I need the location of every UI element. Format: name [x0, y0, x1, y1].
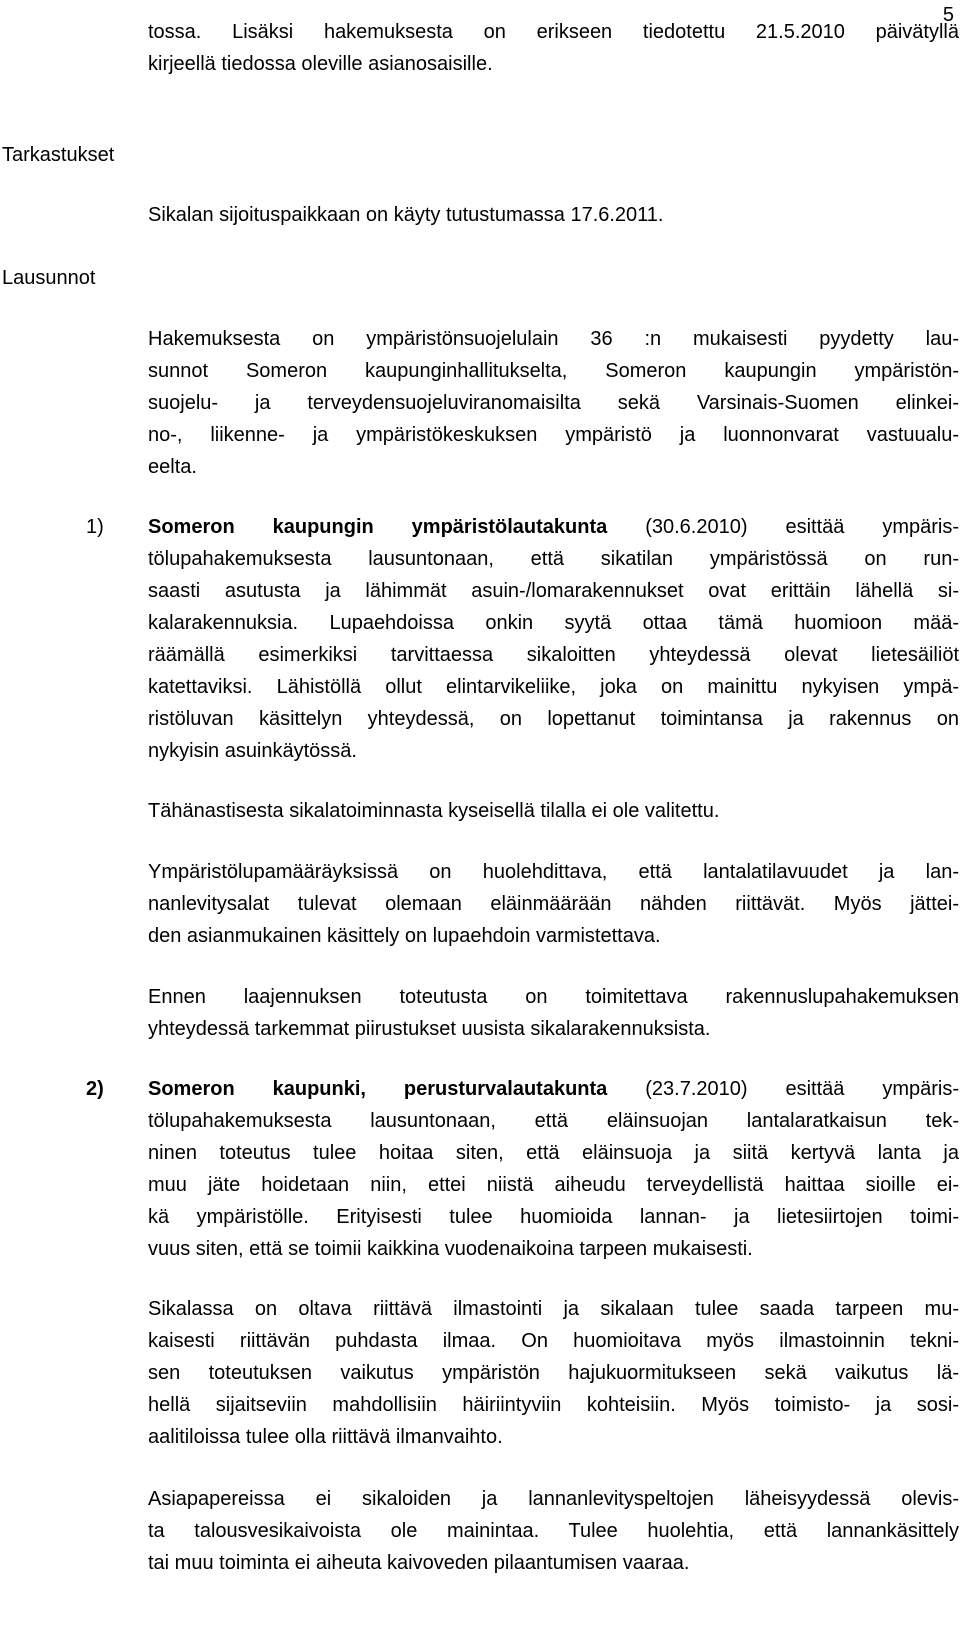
- item2-paragraph-2-line: kaisesti riittävän puhdasta ilmaa. On huomioitava myös ilmastoinnin tekni-: [148, 1330, 959, 1352]
- item2-paragraph-2-line: Sikalassa on oltava riittävä ilmastointi ja sikalaan tulee saada tarpeen mu-: [148, 1298, 959, 1320]
- item2-paragraph-3-line: tai muu toiminta ei aiheuta kaivoveden pilaantumisen vaaraa.: [148, 1552, 690, 1574]
- item1-paragraph-3-line: nanlevitysalat tulevat olemaan eläinmäärään nähden riittävät. Myös jättei-: [148, 893, 959, 915]
- item2-paragraph-2-line: aalitiloissa tulee olla riittävä ilmanvaihto.: [148, 1426, 503, 1448]
- item1-title: Someron kaupungin ympäristölautakunta: [148, 516, 608, 538]
- item1-line: tölupahakemuksesta lausuntonaan, että sikatilan ympäristössä on run-: [148, 548, 959, 570]
- item1-first-line-rest: (30.6.2010) esittää ympäris-: [607, 516, 959, 538]
- section-heading-tarkastukset: Tarkastukset: [2, 144, 115, 166]
- item2-paragraph-2-line: sen toteutuksen vaikutus ympäristön hajukuormitukseen sekä vaikutus lä-: [148, 1362, 959, 1384]
- lausunnot-intro-line: suojelu- ja terveydensuojeluviranomaisilta sekä Varsinais-Suomen elinkei-: [148, 392, 959, 414]
- item2-title: Someron kaupunki, perusturvalautakunta: [148, 1078, 608, 1100]
- item2-line: kä ympäristölle. Erityisesti tulee huomioida lannan- ja lietesiirtojen toimi-: [148, 1206, 959, 1228]
- item2-paragraph-3-line: Asiapapereissa ei sikaloiden ja lannanlevityspeltojen läheisyydessä olevis-: [148, 1488, 959, 1510]
- lausunnot-intro-line: Hakemuksesta on ympäristönsuojelulain 36 :n mukaisesti pyydetty lau-: [148, 328, 959, 350]
- item2-first-line: [148, 1073, 959, 1105]
- item2-paragraph-2-line: hellä sijaitseviin mahdollisiin häiriintyviin kohteisiin. Myös toimisto- ja sosi-: [148, 1394, 959, 1416]
- item2-line: muu jäte hoidetaan niin, ettei niistä aiheudu terveydellistä haittaa sioille ei-: [148, 1174, 959, 1196]
- lausunnot-intro-line: eelta.: [148, 456, 197, 478]
- lausunnot-intro-line: no-, liikenne- ja ympäristökeskuksen ympäristö ja luonnonvarat vastuualu-: [148, 424, 959, 446]
- item1-line: saasti asutusta ja lähimmät asuin-/lomarakennukset ovat erittäin lähellä si-: [148, 580, 959, 602]
- item-number-2: 2): [86, 1078, 104, 1100]
- item1-line: kalarakennuksia. Lupaehdoissa onkin syytä ottaa tämä huomioon mää-: [148, 612, 959, 634]
- item1-line: katettaviksi. Lähistöllä ollut elintarvikeliike, joka on mainittu nykyisen ympä-: [148, 676, 959, 698]
- item1-paragraph-4-line: Ennen laajennuksen toteutusta on toimitettava rakennuslupahakemuksen: [148, 986, 959, 1008]
- section-heading-lausunnot: Lausunnot: [2, 267, 96, 289]
- item1-paragraph-3-line: den asianmukainen käsittely on lupaehdoin varmistettava.: [148, 925, 661, 947]
- item1-line: nykyisin asuinkäytössä.: [148, 740, 357, 762]
- item1-line: ristöluvan käsittelyn yhteydessä, on lopettanut toimintansa ja rakennus on: [148, 708, 959, 730]
- page-number: 5: [942, 4, 954, 26]
- item1-first-line: [148, 511, 959, 543]
- lausunnot-intro-line: sunnot Someron kaupunginhallitukselta, Someron kaupungin ympäristön-: [148, 360, 959, 382]
- item1-line: räämällä esimerkiksi tarvittaessa sikaloitten yhteydessä olevat lietesäiliöt: [148, 644, 959, 666]
- intro-line-1: tossa. Lisäksi hakemuksesta on erikseen tiedotettu 21.5.2010 päivätyllä: [148, 21, 959, 43]
- item-number-1: 1): [86, 516, 104, 538]
- item2-line: tölupahakemuksesta lausuntonaan, että eläinsuojan lantalaratkaisun tek-: [148, 1110, 959, 1132]
- intro-line-2: kirjeellä tiedossa oleville asianosaisille.: [148, 53, 493, 75]
- item2-line: ninen toteutus tulee hoitaa siten, että eläinsuoja ja siitä kertyvä lanta ja: [148, 1142, 959, 1164]
- item1-paragraph-4-line: yhteydessä tarkemmat piirustukset uusista sikalarakennuksista.: [148, 1018, 711, 1040]
- item2-paragraph-3-line: ta talousvesikaivoista ole mainintaa. Tulee huolehtia, että lannankäsittely: [148, 1520, 959, 1542]
- item1-paragraph-2: Tähänastisesta sikalatoiminnasta kyseisellä tilalla ei ole valitettu.: [148, 800, 720, 822]
- item2-first-line-rest: (23.7.2010) esittää ympäris-: [607, 1078, 960, 1100]
- tarkastukset-text: Sikalan sijoituspaikkaan on käyty tutustumassa 17.6.2011.: [148, 204, 664, 226]
- item2-line: vuus siten, että se toimii kaikkina vuodenaikoina tarpeen mukaisesti.: [148, 1238, 753, 1260]
- item1-paragraph-3-line: Ympäristölupamääräyksissä on huolehdittava, että lantalatilavuudet ja lan-: [148, 861, 959, 883]
